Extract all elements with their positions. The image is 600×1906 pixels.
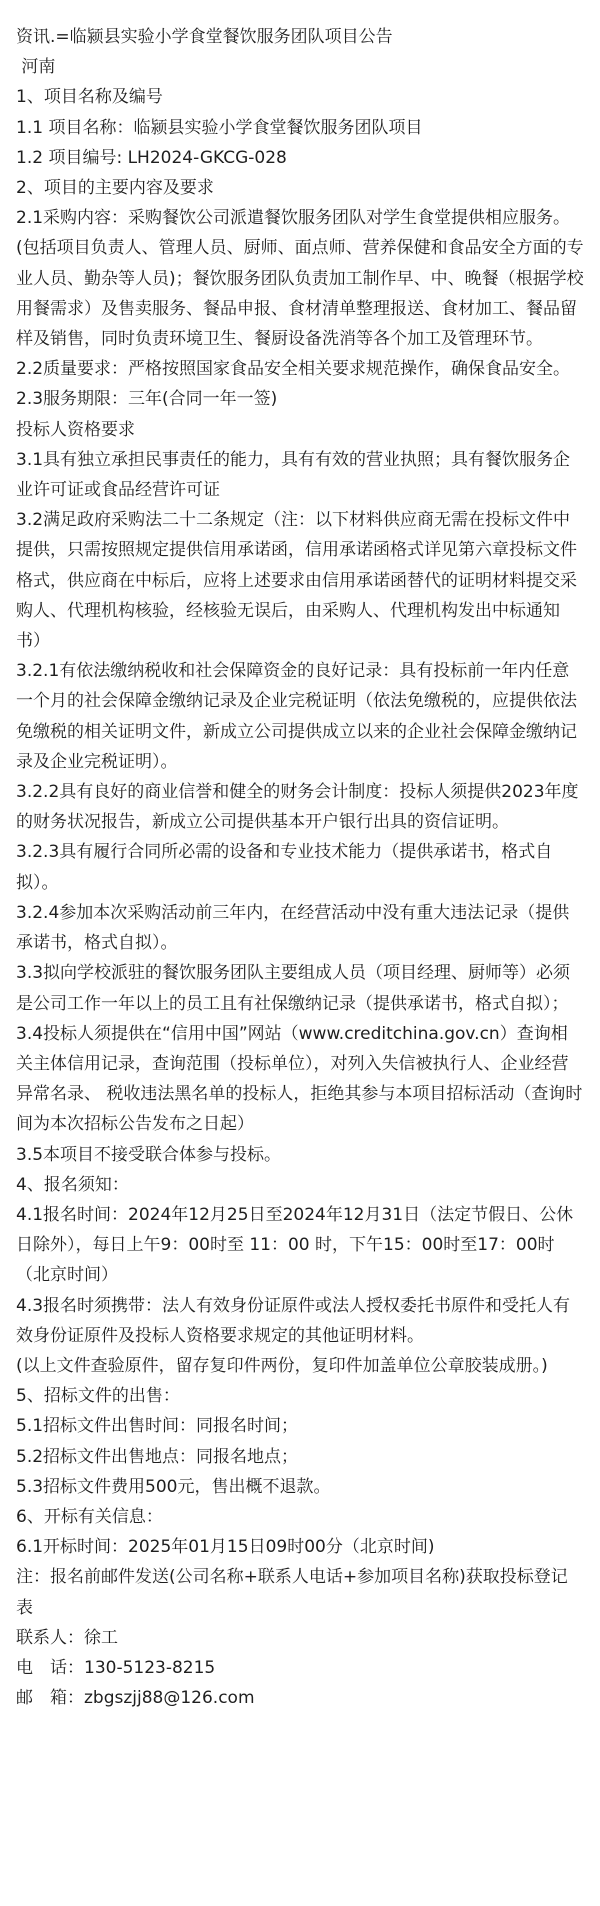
document-paragraph: 1.1 项目名称：临颍县实验小学食堂餐饮服务团队项目	[16, 117, 423, 138]
document-paragraph: 邮 箱：zbgszjj88@126.com	[16, 1688, 255, 1709]
document-paragraph: 3.2.1有依法缴纳税收和社会保障资金的良好记录：具有投标前一年内任意一个月的社会保障金缴纳记录及企业完税证明（依法免缴税的，应提供依法免缴税的相关证明文件，新成立公司提供成立以来的企业社会保障金缴纳记录及企业完税证明）。	[16, 661, 577, 772]
document-paragraph: 2.3服务期限：三年(合同一年一签)	[16, 389, 278, 410]
document-paragraph: 1、项目名称及编号	[16, 87, 163, 108]
document-paragraph: 1.2 项目编号: LH2024-GKCG-028	[16, 147, 287, 168]
document-paragraph: 4.1报名时间：2024年12月25日至2024年12月31日（法定节假日、公休日除外），每日上午9：00时至 11：00 时，下午15：00时至17：00时（北京时间）	[16, 1204, 574, 1286]
document-paragraph: 3.2.2具有良好的商业信誉和健全的财务会计制度：投标人须提供2023年度的财务状况报告，新成立公司提供基本开户银行出具的资信证明。	[16, 782, 579, 833]
document-paragraph: 投标人资格要求	[16, 419, 135, 440]
document-paragraph: 注：报名前邮件发送(公司名称+联系人电话+参加项目名称)获取投标登记表	[16, 1567, 568, 1618]
document-paragraph: 5.1招标文件出售时间：同报名时间；	[16, 1416, 299, 1437]
document-paragraph: (以上文件查验原件，留存复印件两份，复印件加盖单位公章胶装成册。)	[16, 1355, 548, 1376]
document-paragraph: 联系人：徐工	[16, 1627, 118, 1648]
document-paragraph: 3.2.3具有履行合同所必需的设备和专业技术能力（提供承诺书，格式自拟）。	[16, 842, 553, 893]
document-paragraph: 河南	[16, 57, 56, 78]
document-paragraph: 5、招标文件的出售：	[16, 1386, 180, 1407]
document-paragraph: 3.1具有独立承担民事责任的能力，具有有效的营业执照；具有餐饮服务企业许可证或食品经营许可证	[16, 449, 571, 501]
document-paragraph: 6、开标有关信息：	[16, 1506, 163, 1527]
document-paragraph: 2、项目的主要内容及要求	[16, 178, 214, 199]
document-paragraph: 6.1开标时间：2025年01月15日09时00分（北京时间)	[16, 1537, 435, 1558]
document-paragraph: 资讯.=临颍县实验小学食堂餐饮服务团队项目公告	[16, 27, 393, 47]
document-paragraph: 3.4投标人须提供在“信用中国”网站（www.creditchina.gov.cn）查询相关主体信用记录，查询范围（投标单位），对列入失信被执行人、企业经营异常名录、 税收违法黑名单的投标人，拒绝其参与本项目招标活动（查询时间为本次招标公告发布之日起）	[16, 1023, 583, 1135]
document-paragraph: 3.2.4参加本次采购活动前三年内，在经营活动中没有重大违法记录（提供承诺书，格式自拟）。	[16, 902, 570, 954]
document-paragraph: 4、报名须知：	[16, 1174, 129, 1195]
document-paragraph: 4.3报名时须携带：法人有效身份证原件或法人授权委托书原件和受托人有效身份证原件及投标人资格要求规定的其他证明材料。	[16, 1295, 571, 1346]
document-paragraph: 2.1采购内容：采购餐饮公司派遣餐饮服务团队对学生食堂提供相应服务。(包括项目负责人、管理人员、厨师、面点师、营养保健和食品安全方面的专业人员、勤杂等人员)；餐饮服务团队负责加工制作早、中、晚餐（根据学校用餐需求）及售卖服务、餐品申报、食材清单整理报送、食材加工、餐品留样及销售，同时负责环境卫生、餐厨设备洗消等各个加工及管理环节。	[16, 208, 584, 350]
document-paragraph: 5.2招标文件出售地点：同报名地点；	[16, 1446, 299, 1467]
document-paragraph: 3.2满足政府采购法二十二条规定（注：以下材料供应商无需在投标文件中提供，只需按照规定提供信用承诺函，信用承诺函格式详见第六章投标文件格式，供应商在中标后，应将上述要求由信用承诺函替代的证明材料提交采购人、代理机构核验，经核验无误后，由采购人、代理机构发出中标通知书）	[16, 510, 577, 652]
document-paragraph: 3.3拟向学校派驻的餐饮服务团队主要组成人员（项目经理、厨师等）必须是公司工作一年以上的员工且有社保缴纳记录（提供承诺书，格式自拟）；	[16, 963, 571, 1014]
document-paragraph: 电 话：130-5123-8215	[16, 1657, 216, 1678]
document-paragraph: 3.5本项目不接受联合体参与投标。	[16, 1144, 282, 1165]
document-paragraph: 2.2质量要求：严格按照国家食品安全相关要求规范操作，确保食品安全。	[16, 359, 571, 380]
document-paragraph: 5.3招标文件费用500元，售出概不退款。	[16, 1476, 331, 1497]
